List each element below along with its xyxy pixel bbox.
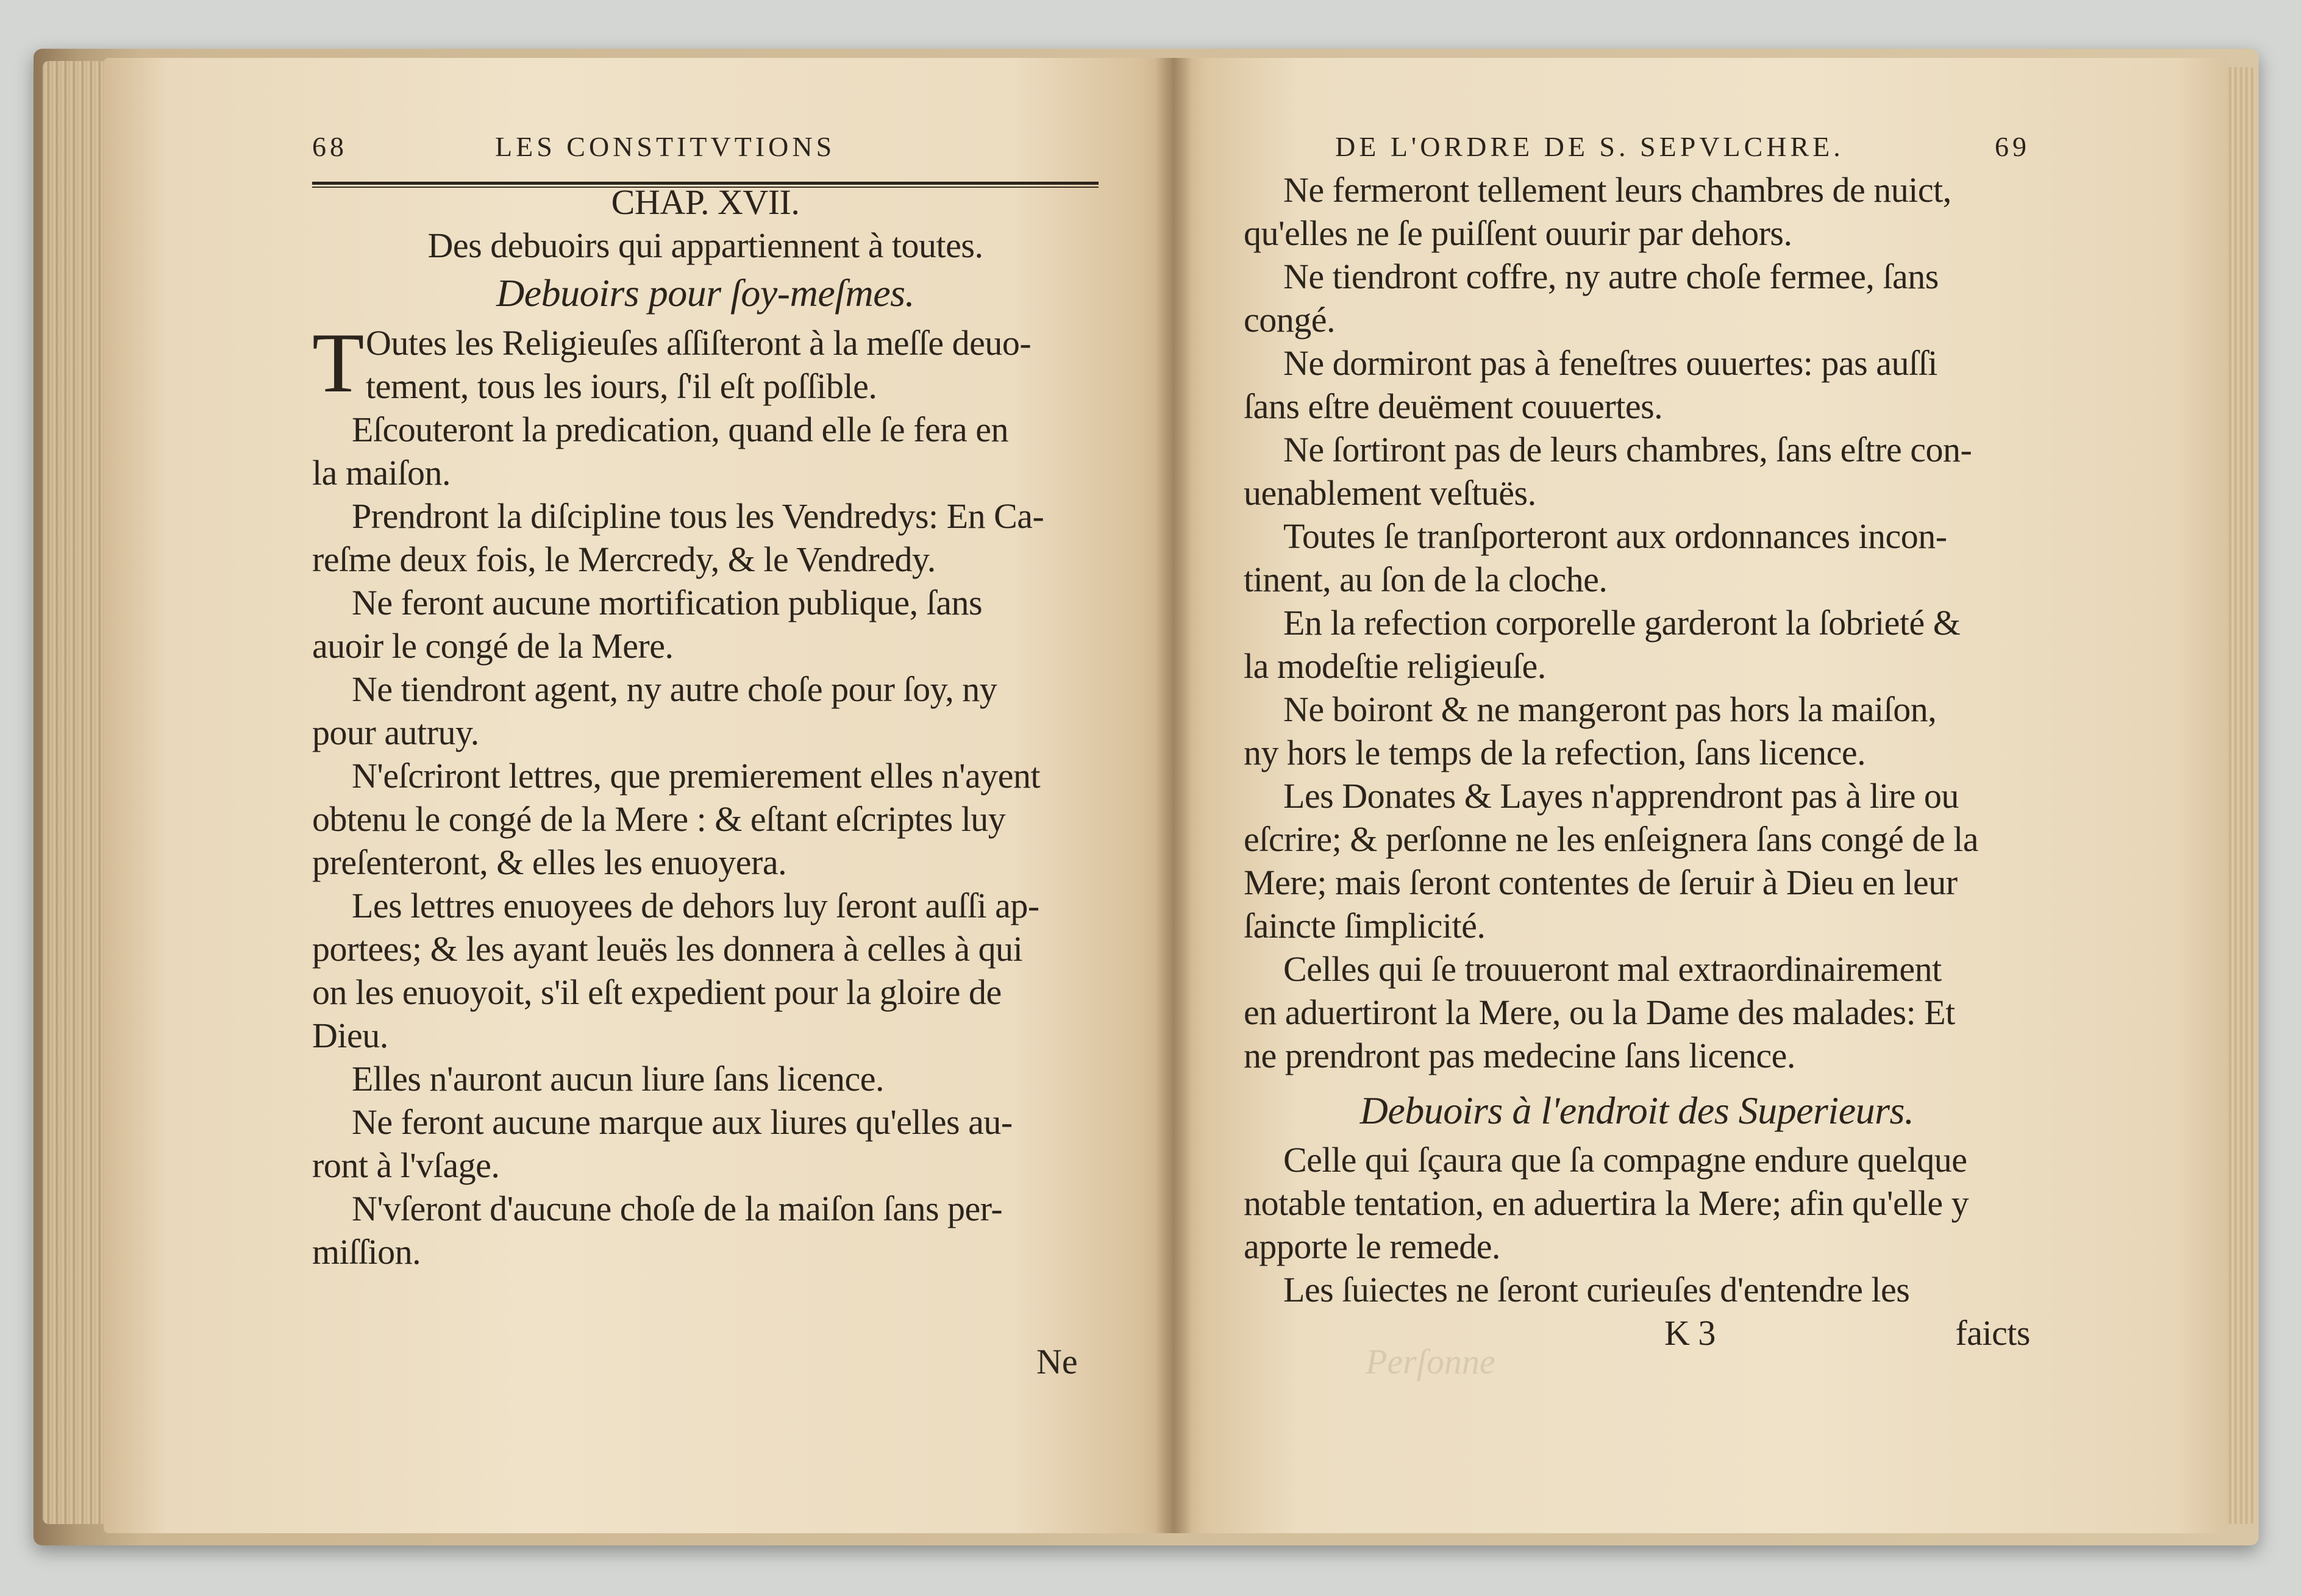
- text-line: apporte le remede.: [1244, 1227, 1500, 1266]
- text-line: Les lettres enuoyees de dehors luy ſeront auſſi ap-: [352, 886, 1039, 925]
- text-line: Ne feront aucune mortification publique, ſans: [352, 583, 983, 622]
- text-line: miſſion.: [312, 1232, 421, 1272]
- text-line: Prendront la diſcipline tous les Vendredys: En Ca-: [352, 496, 1044, 536]
- left-page-number: 68: [312, 131, 347, 162]
- text-line: Outes les Religieuſes aſſiſteront à la meſſe deuo-: [366, 323, 1032, 363]
- text-line: Ne feront aucune marque aux liures qu'elles au-: [352, 1102, 1013, 1142]
- text-line: Elles n'auront aucun liure ſans licence.: [352, 1059, 884, 1099]
- header-rule-thin: [312, 187, 1099, 188]
- text-line: Ne boiront & ne mangeront pas hors la maiſon,: [1283, 689, 1937, 729]
- text-line: ſans eſtre deuëment couuertes.: [1244, 387, 1663, 426]
- text-line: obtenu le congé de la Mere : & eſtant eſcriptes luy: [312, 799, 1006, 839]
- chapter-subtitle: Des debuoirs qui appartiennent à toutes.: [427, 226, 983, 265]
- opening-paragraph: [312, 316, 1099, 410]
- text-line: tinent, au ſon de la cloche.: [1244, 560, 1608, 599]
- right-page-number: 69: [1995, 131, 2030, 162]
- text-line: Ne dormiront pas à feneſtres ouuertes: pas auſſi: [1283, 343, 1937, 383]
- text-line: N'eſcriront lettres, que premierement elles n'ayent: [352, 756, 1041, 796]
- text-line: Eſcouteront la predication, quand elle ſe fera en: [352, 410, 1008, 449]
- left-running-head: LES CONSTITVTIONS: [495, 131, 836, 162]
- text-line: Ne ſortiront pas de leurs chambres, ſans eſtre con-: [1283, 430, 1972, 469]
- right-page-footer: [1244, 1311, 2030, 1355]
- text-line: Dieu.: [312, 1016, 388, 1055]
- text-line: ny hors le temps de la refection, ſans licence.: [1244, 733, 1866, 772]
- left-page-text: [312, 125, 1099, 1274]
- text-line: ne prendront pas medecine ſans licence.: [1244, 1036, 1795, 1075]
- text-line: Les ſuiectes ne ſeront curieuſes d'entendre les: [1283, 1270, 1910, 1309]
- text-line: Les Donates & Layes n'apprendront pas à lire ou: [1283, 776, 1959, 816]
- text-line: Ne tiendront coffre, ny autre choſe fermee, ſans: [1283, 257, 1939, 296]
- text-line: auoir le congé de la Mere.: [312, 626, 674, 666]
- text-line: la maiſon.: [312, 453, 451, 493]
- text-line: ront à l'vſage.: [312, 1145, 500, 1185]
- text-line: Celles qui ſe trouueront mal extraordinairement: [1283, 949, 1942, 989]
- text-line: Ne fermeront tellement leurs chambres de nuict,: [1283, 170, 1951, 210]
- header-rule-thick: [312, 182, 1099, 185]
- text-line: N'vſeront d'aucune choſe de la maiſon ſans per-: [352, 1189, 1003, 1228]
- text-line: eſcrire; & perſonne ne les enſeignera ſans congé de la: [1244, 819, 1978, 859]
- text-line: Ne tiendront agent, ny autre choſe pour ſoy, ny: [352, 669, 997, 709]
- text-line: Celle qui ſçaura que ſa compagne endure quelque: [1283, 1140, 1967, 1180]
- right-running-head: DE L'ORDRE DE S. SEPVLCHRE.: [1335, 131, 1844, 162]
- text-line: Toutes ſe tranſporteront aux ordonnances incon-: [1283, 516, 1947, 556]
- section-heading-right: Debuoirs à l'endroit des Superieurs.: [1359, 1089, 1914, 1132]
- text-line: preſenteront, & elles les enuoyera.: [312, 843, 787, 882]
- text-line: qu'elles ne ſe puiſſent ouurir par dehors.: [1244, 213, 1792, 253]
- right-page-text: [1244, 125, 2030, 1355]
- text-line: uenablement veſtuës.: [1244, 473, 1536, 513]
- text-line: notable tentation, en aduertira la Mere; afin qu'elle y: [1244, 1183, 1969, 1223]
- text-line: En la refection corporelle garderont la ſobrieté &: [1283, 603, 1961, 643]
- text-line: on les enuoyoit, s'il eſt expedient pour la gloire de: [312, 972, 1002, 1012]
- show-through-text: Perſonne: [1366, 1342, 1495, 1381]
- right-catchword: faicts: [1955, 1313, 2030, 1353]
- right-running-header: [1244, 125, 2030, 168]
- book-gutter: [1155, 58, 1192, 1533]
- text-line: Mere; mais ſeront contentes de ſeruir à Dieu en leur: [1244, 863, 1958, 902]
- text-line: tement, tous les iours, ſ'il eſt poſſible.: [366, 366, 877, 406]
- text-line: congé.: [1244, 300, 1335, 340]
- chapter-title: CHAP. XVII.: [611, 182, 800, 222]
- text-line: portees; & les ayant leuës les donnera à celles à qui: [312, 929, 1023, 969]
- left-running-header: [312, 125, 1099, 168]
- left-catchword: Ne: [1036, 1342, 1078, 1381]
- text-line: la modeſtie religieuſe.: [1244, 646, 1546, 686]
- drop-cap: T: [312, 316, 365, 410]
- section-heading-left: Debuoirs pour ſoy-meſmes.: [496, 271, 915, 315]
- text-line: en aduertiront la Mere, ou la Dame des malades: Et: [1244, 992, 1955, 1032]
- text-line: pour autruy.: [312, 713, 479, 752]
- signature-mark: K 3: [1664, 1313, 1716, 1353]
- text-line: reſme deux fois, le Mercredy, & le Vendredy.: [312, 540, 936, 579]
- text-line: ſaincte ſimplicité.: [1244, 906, 1486, 946]
